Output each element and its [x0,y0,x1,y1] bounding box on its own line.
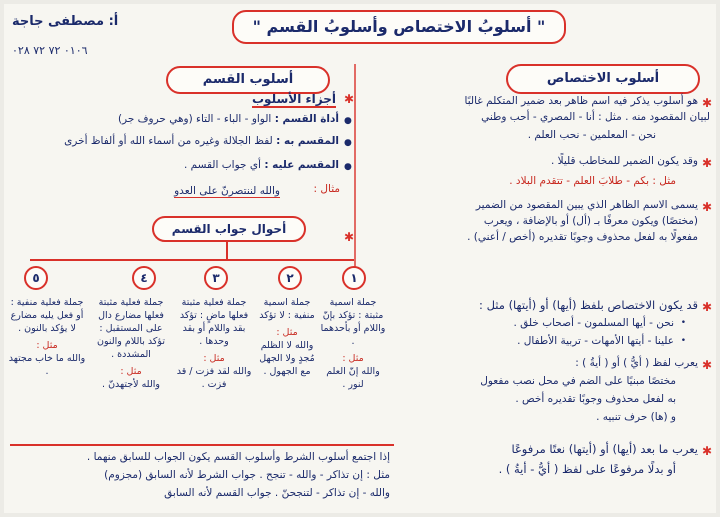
ikhtisas-def-2: لبيان المقصود منه . مثل : أنا - المصري - أحب وطني [481,111,710,123]
bullet-icon: ● [344,162,352,172]
case-2-example-label: مثل : [276,327,298,338]
case-2-number: ٢ [278,266,302,290]
qasam-cases-heading: أحوال جواب القسم [152,216,306,242]
star-icon: ✱ [701,358,712,372]
ikhtisas-heading: أسلوب الاختصاص [506,64,700,94]
case-3 [176,296,252,436]
qasam-heading: أسلوب القسم [166,66,330,94]
qasam-shart-note [10,444,394,508]
ikhtisas-note4: يعرب لفظ ( أيُّ ) أو ( أيةُ ) : [575,357,698,369]
case-5 [8,296,86,436]
qasam-part-2 [10,134,339,149]
qasam-example [84,184,280,199]
teacher-phone: ٠١٠٦ ٧٢ ٧٢ ٠٢٨ [12,44,88,57]
ikhtisas-note1: وقد يكون الضمير للمخاطب قليلًا . [550,155,698,167]
qasam-part-3-label: المقسم عليه : [264,159,339,171]
final-line-1: إذا اجتمع أسلوب الشرط وأسلوب القسم يكون الجواب للسابق منهما . [86,451,390,463]
star-icon: ✱ [344,92,355,106]
ikhtisas-note4-2: به لفعل محذوف وجوبًا تقديره أخص . [515,393,676,405]
teacher-name: أ: مصطفى جاجة [12,14,119,29]
qasam-example-label: مثال : [313,183,340,195]
qasam-part-1-label: أداة القسم : [274,113,339,125]
ikhtisas-def-1: هو أسلوب يذكر فيه اسم ظاهر بعد ضمير المتكلم غالبًا [464,95,698,107]
column-divider [354,64,356,269]
qasam-part-3 [64,158,339,173]
ikhtisas-note3-ex1: نحن - أيها المسلمون - أصحاب خلق . [513,317,674,329]
star-icon: ✱ [701,96,712,110]
ikhtisas-note2-1: يسمى الاسم الظاهر الذي يبين المقصود من الضمير [475,199,698,211]
case-3-text: جملة فعلية مثبتة فعلها ماضٍ : تؤكد بقد واللام أو بقد وحدها . [179,297,249,347]
case-4-number: ٤ [132,266,156,290]
star-icon: ✱ [701,300,712,314]
ikhtisas-def-3: نحن - المعلمين - نحب العلم . [527,129,656,141]
final-line-3: والله - إن تذاكر - لتنجحنّ . جواب القسم لأنه السابق [164,487,390,499]
case-4 [90,296,172,436]
case-5-number: ٥ [24,266,48,290]
bullet-icon: • [680,336,686,346]
qasam-part-2-text: لفظ الجلالة وغيره من أسماء الله أو ألفاظ أخرى [64,135,273,147]
case-4-example-label: مثل : [120,366,142,377]
case-2 [256,296,318,436]
ikhtisas-note3-ex2: علينا - أيتها الأمهات - تربية الأطفال . [517,335,674,347]
case-2-example: والله لا الظلم مُجدٍ ولا الجهل مع الجهول . [259,340,315,377]
qasam-part-1-text: الواو - الباء - التاء (وهي حروف جر) [117,113,272,125]
ikhtisas-note4-3: و (ها) حرف تنبيه . [596,411,676,423]
case-1-example-label: مثل : [342,353,364,364]
final-line-2: مثل : إن تذاكر - والله - تنجح . جواب الشرط لأنه السابق (مجزوم) [104,469,390,481]
star-icon: ✱ [701,444,712,458]
bullet-icon: • [680,318,686,328]
case-5-example: والله ما خاب مجتهد . [8,353,86,377]
ikhtisas-note2-3: مفعولًا به لفعل محذوف وجوبًا تقديره (أخص / أعني) . [467,231,698,243]
star-icon: ✱ [701,156,712,170]
ikhtisas-note1-example: مثل : بكم - طلابَ العلم - تتقدم البلاد . [509,175,676,187]
page-title: " أسلوبُ الاختصاص وأسلوبُ القسم " [232,10,566,44]
ikhtisas-note2-2: (مختصًا) ويكون معرفًا بـ (أل) أو بالإضافة ، ويعرب [483,215,698,227]
case-3-example-label: مثل : [203,353,225,364]
qasam-parts-heading: أجزاء الأسلوب [252,92,336,106]
case-4-example: والله لأجتهدنّ . [102,379,160,390]
ikhtisas-note5-2: أو بدلًا مرفوعًا على لفظ ( أيُّ - أيةُ ) . [498,462,676,476]
star-icon: ✱ [344,230,355,244]
bullet-icon: ● [344,116,352,126]
case-1-text: جملة اسمية مثبتة : تؤكد بإنّ واللام أو بأحدهما . [320,297,386,347]
case-5-text: جملة فعلية منفية : أو فعل يليه مضارع لا يؤكد بالنون . [10,297,84,334]
case-1-example: والله إنّ العلم لنور . [326,366,380,390]
tree-stem [226,240,228,260]
ikhtisas-note5: يعرب ما بعد (أيها) أو (أيتها) نعتًا مرفوعًا [511,442,698,456]
qasam-part-3-text: أي جواب القسم . [183,159,261,171]
ikhtisas-note4-1: مختصًا مبنيًا على الضم في محل نصب مفعول [480,375,676,387]
qasam-part-2-label: المقسم به : [276,135,339,147]
case-1-number: ١ [342,266,366,290]
qasam-example-text: والله لننتصرنّ على العدو [174,185,280,197]
star-icon: ✱ [701,200,712,214]
tree-branch [30,259,354,261]
case-3-example: والله لقد فزت / قد فزت . [176,366,252,390]
case-1 [320,296,386,436]
case-4-text: جملة فعلية مثبتة فعلها مضارع دال على المستقبل : تؤكد باللام والنون المشددة . [97,297,165,360]
worksheet [4,4,716,513]
ikhtisas-note3: قد يكون الاختصاص بلفظ (أيها) أو (أيتها) مثل : [479,298,698,312]
bullet-icon: ● [344,138,352,148]
case-2-text: جملة اسمية منفية : لا تؤكد [259,297,315,321]
qasam-part-1 [14,112,339,127]
case-3-number: ٣ [204,266,228,290]
case-5-example-label: مثل : [36,340,58,351]
